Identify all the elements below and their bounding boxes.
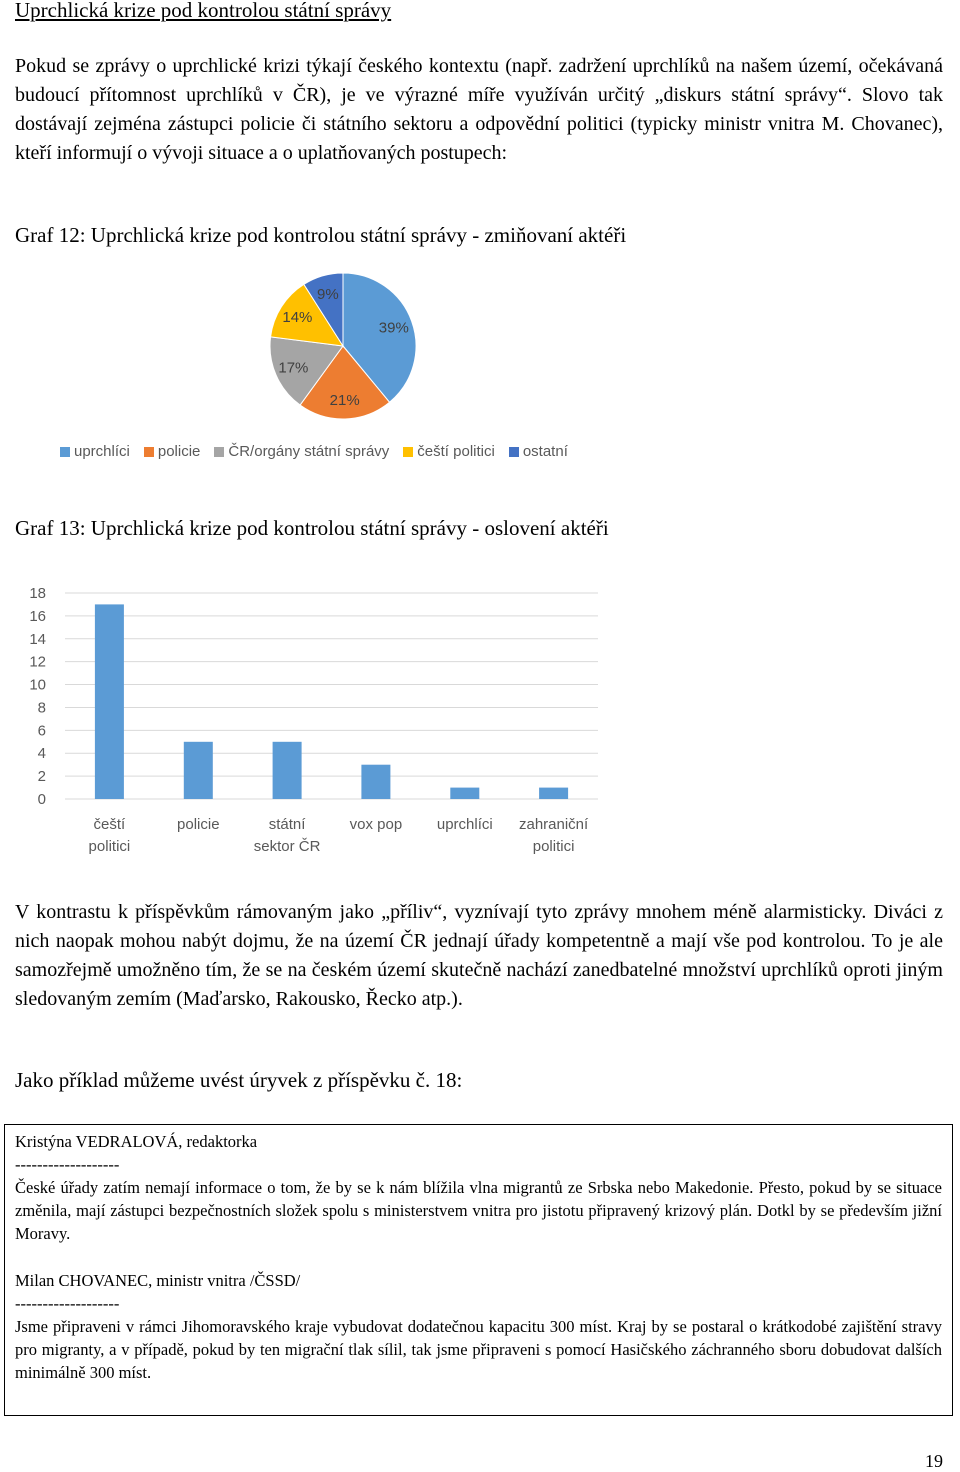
legend-item	[60, 443, 130, 460]
graph12-caption: Graf 12: Uprchlická krize pod kontrolou státní správy - zmiňovaní aktéři	[15, 223, 627, 247]
y-tick-label: 18	[29, 585, 46, 602]
x-tick-label: politici	[532, 838, 575, 855]
bar	[539, 788, 568, 799]
legend-label: ČR/orgány státní správy	[228, 443, 390, 460]
pie-data-label: 14%	[282, 309, 313, 327]
y-tick-label: 2	[37, 768, 46, 786]
example-intro: Jako příklad můžeme uvést úryvek z příspěvku č. 18:	[15, 1068, 463, 1092]
bar	[95, 604, 124, 799]
pie-legend	[60, 443, 568, 460]
graph13-caption: Graf 13: Uprchlická krize pod kontrolou státní správy - oslovení aktéři	[15, 516, 609, 540]
page-number: 19	[925, 1451, 943, 1471]
quote-separator-2: -------------------	[15, 1294, 120, 1313]
legend-swatch	[509, 447, 519, 457]
quote-text-1: České úřady zatím nemají informace o tom, že by se k nám blížila vlna migrantů ze Srbska nebo Makedonie. Přesto, pokud by se situace změnila, mají zástupci bezpečnostních složek spolu s ministerstvem vnitra pro jistotu připravený krizový plán. Dotkl by se především jižní Moravy.	[15, 1178, 942, 1243]
y-tick-label: 10	[29, 676, 46, 694]
bar	[273, 742, 302, 799]
intro-paragraph: Pokud se zprávy o uprchlické krizi týkají českého kontextu (např. zadržení uprchlíků na našem území, očekávaná budoucí přítomnost uprchlíků v ČR), je ve výrazné míře využíván určitý „diskurs státní správy“. Slovo tak dostávají zejména zástupci policie či státního sektoru a odpovědní politici (typicky ministr vnitra M. Chovanec), kteří informují o vývoji situace a o uplatňovaných postupech:	[15, 55, 943, 164]
legend-label: uprchlíci	[74, 443, 130, 460]
bar	[450, 788, 479, 799]
bar	[184, 742, 213, 799]
y-tick-label: 4	[37, 745, 46, 763]
legend-item	[509, 443, 568, 460]
y-tick-label: 0	[37, 791, 46, 808]
y-tick-label: 16	[29, 607, 46, 625]
legend-swatch	[144, 447, 154, 457]
x-tick-label: zahraniční	[518, 816, 589, 833]
legend-swatch	[214, 447, 224, 457]
quote-text-2: Jsme připraveni v rámci Jihomoravského kraje vybudovat dodatečnou kapacitu 300 míst. Kraj by se postaral o krátkodobé zajištění stravy pro migranty, a v případě, pokud by ten migrační tlak sílil, tak jsme připraveni s pomocí Hasičského záchranného sboru dobudovat dalších minimálně 300 míst.	[15, 1317, 942, 1382]
pie-data-label: 39%	[378, 319, 409, 337]
quote-separator-1: -------------------	[15, 1155, 120, 1174]
legend-item	[144, 443, 201, 460]
section-heading: Uprchlická krize pod kontrolou státní správy	[15, 0, 392, 22]
legend-swatch	[60, 447, 70, 457]
x-tick-label: policie	[177, 816, 220, 833]
pie-data-label: 17%	[278, 359, 309, 377]
pie-data-label: 9%	[317, 286, 339, 304]
y-tick-label: 8	[37, 699, 46, 717]
legend-item	[403, 443, 495, 460]
quote-box	[4, 1124, 953, 1416]
y-tick-label: 6	[37, 722, 46, 740]
x-tick-label: vox pop	[349, 816, 403, 833]
pie-chart	[0, 260, 960, 440]
bar	[361, 765, 390, 799]
legend-label: čeští politici	[417, 443, 495, 460]
legend-label: policie	[157, 443, 201, 460]
legend-label: ostatní	[522, 443, 568, 460]
x-tick-label: čeští	[93, 816, 126, 833]
pie-data-label: 21%	[329, 392, 360, 409]
contrast-paragraph: V kontrastu k příspěvkům rámovaným jako „příliv“, vyznívají tyto zprávy mnohem méně alarmisticky. Diváci z nich naopak mohou nabýt dojmu, že na území ČR jednají úřady kompetentně a mají vše pod kontrolou. To je ale samozřejmě umožněno tím, že se na českém území skutečně nachází zanedbatelné množství uprchlíků oproti jiným sledovaným zemím (Maďarsko, Rakousko, Řecko atp.).	[15, 901, 943, 1010]
x-tick-label: uprchlíci	[436, 816, 493, 833]
x-tick-label: politici	[88, 838, 131, 855]
quote-speaker-2: Milan CHOVANEC, ministr vnitra /ČSSD/	[15, 1271, 301, 1290]
x-tick-label: sektor ČR	[253, 838, 321, 855]
quote-speaker-1: Kristýna VEDRALOVÁ, redaktorka	[15, 1132, 258, 1151]
bar-chart	[0, 575, 960, 865]
legend-item	[214, 443, 389, 460]
x-tick-label: státní	[268, 816, 306, 833]
legend-swatch	[403, 447, 413, 457]
y-tick-label: 14	[29, 630, 46, 648]
y-tick-label: 12	[29, 653, 46, 671]
